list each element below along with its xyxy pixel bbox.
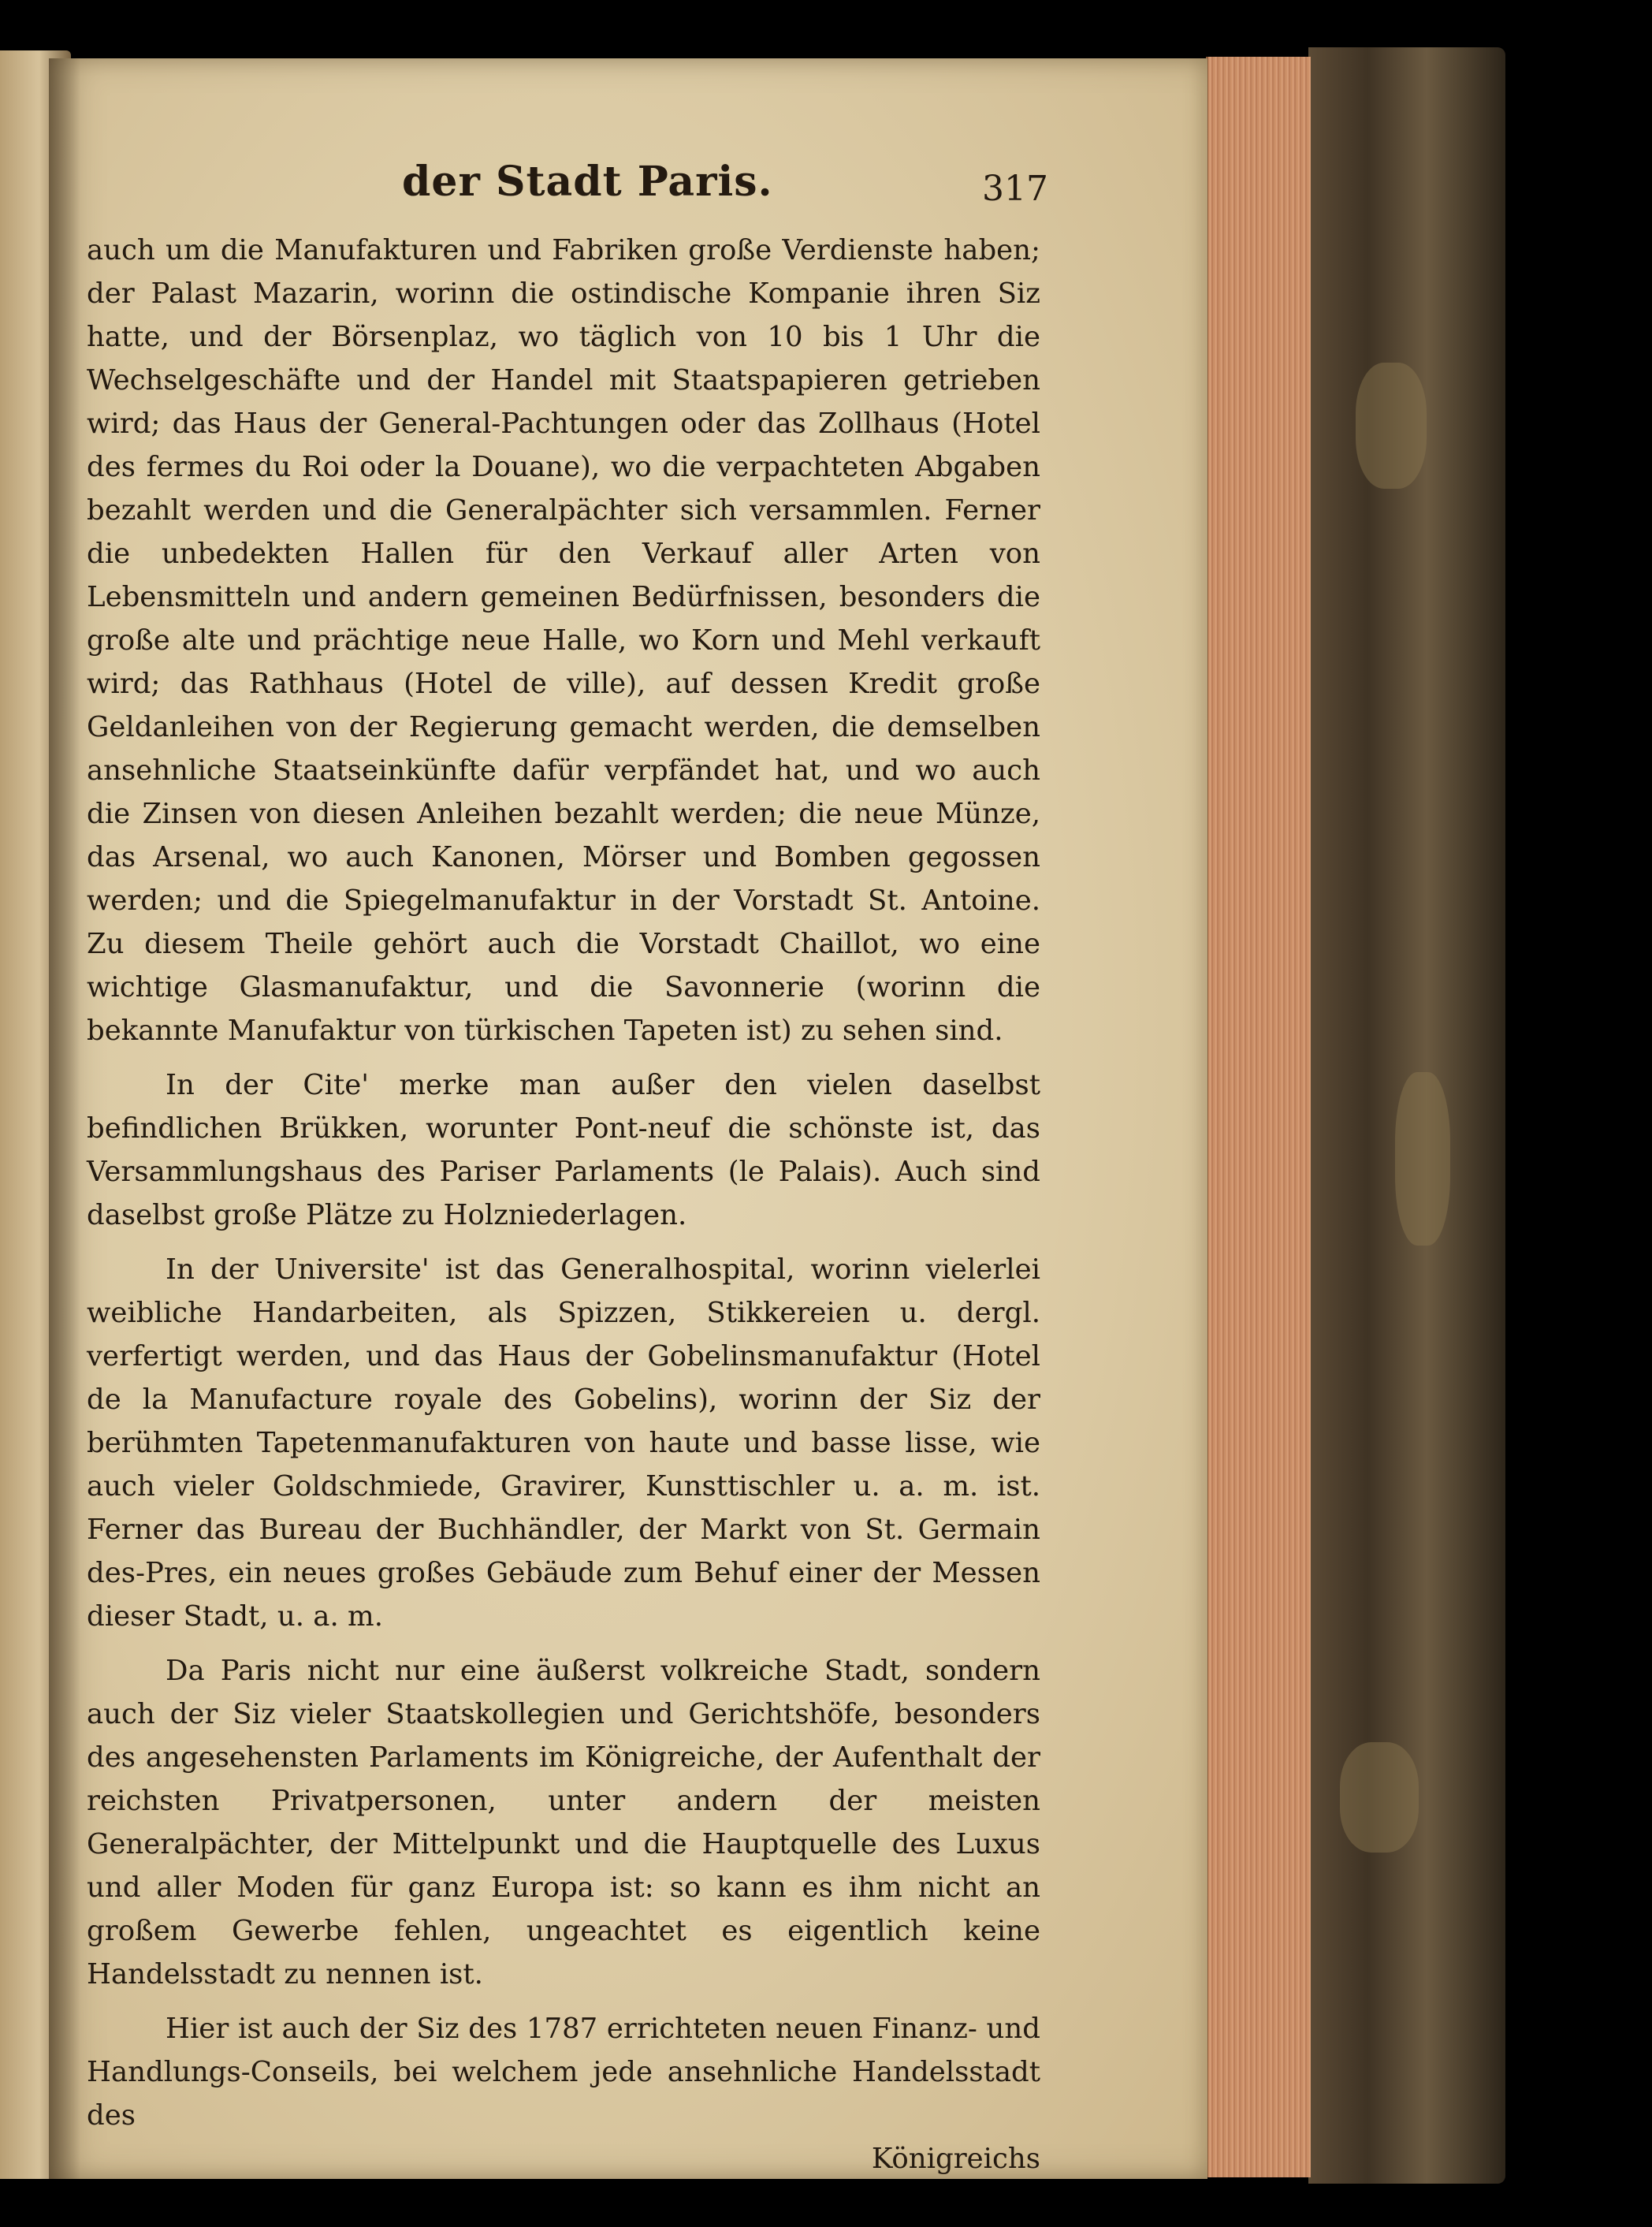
catchword: Königreichs [871,2143,1040,2175]
page-gutter-shadow [49,58,80,2179]
cover-wear [1340,1742,1419,1853]
paragraph: auch um die Manufakturen und Fabriken große Verdienste haben; der Palast Mazarin, worinn die ostindische Kompanie ihren Siz hatte, und der Börsenplaz, wo täglich von 10 bis 1 Uhr die Wechselgeschäfte und der Handel mit Staatspapieren getrieben wird; das Haus der General-Pachtungen oder das Zollhaus (Hotel des fermes du Roi oder la Douane), wo die verpachteten Abgaben bezahlt werden und die Generalpächter sich versammlen. Ferner die unbedekten Hallen für den Verkauf aller Arten von Lebensmitteln und andern gemeinen Bedürfnissen, besonders die große alte und prächtige neue Halle, wo Korn und Mehl verkauft wird; das Rathhaus (Hotel de ville), auf dessen Kredit große Geldanleihen von der Regierung gemacht werden, die demselben ansehnliche Staatseinkünfte dafür verpfändet hat, und wo auch die Zinsen von diesen Anleihen bezahlt werden; die neue Münze, das Arsenal, wo auch Kanonen, Mörser und Bomben gegossen werden; und die Spiegelmanufaktur in der Vorstadt St. Antoine. Zu diesem Theile gehört auch die Vorstadt Chaillot, wo eine wichtige Glasmanufaktur, und die Savonnerie (worinn die bekannte Manufaktur von türkischen Tapeten ist) zu sehen sind. [87,234,1040,1047]
page-number: 317 [982,169,1048,209]
page-text [87,158,1048,2180]
cover-wear [1356,363,1427,489]
running-header [87,158,1048,229]
book-cover [1308,47,1505,2184]
running-title: der Stadt Paris. [402,158,773,206]
paragraph: Hier ist auch der Siz des 1787 errichteten neuen Finanz- und Handlungs-Conseils, bei welchem jede ansehnliche Handelsstadt des [87,2013,1040,2132]
page-block-edges [1206,57,1311,2177]
paragraph: Da Paris nicht nur eine äußerst volkreiche Stadt, sondern auch der Siz vieler Staatskollegien und Gerichtshöfe, besonders des angesehensten Parlaments im Königreiche, der Aufenthalt der reichsten Privatpersonen, unter andern der meisten Generalpächter, der Mittelpunkt und die Hauptquelle des Luxus und aller Moden für ganz Europa ist: so kann es ihm nicht an großem Gewerbe fehlen, ungeachtet es eigentlich keine Handelsstadt zu nennen ist. [87,1655,1040,1991]
paragraph: In der Cite' merke man außer den vielen daselbst befindlichen Brükken, worunter Pont-neuf die schönste ist, das Versammlungshaus des Pariser Parlaments (le Palais). Auch sind daselbst große Plätze zu Holzniederlagen. [87,1069,1040,1231]
paragraph: In der Universite' ist das Generalhospital, worinn vielerlei weibliche Handarbeiten, als Spizzen, Stikkereien u. dergl. verfertigt werden, und das Haus der Gobelinsmanufaktur (Hotel de la Manufacture royale des Gobelins), worinn der Siz der berühmten Tapetenmanufakturen von haute und basse lisse, wie auch vieler Goldschmiede, Gravirer, Kunsttischler u. a. m. ist. Ferner das Bureau der Buchhändler, der Markt von St. Germain des-Pres, ein neues großes Gebäude zum Behuf einer der Messen dieser Stadt, u. a. m. [87,1253,1040,1633]
cover-wear [1395,1072,1450,1246]
